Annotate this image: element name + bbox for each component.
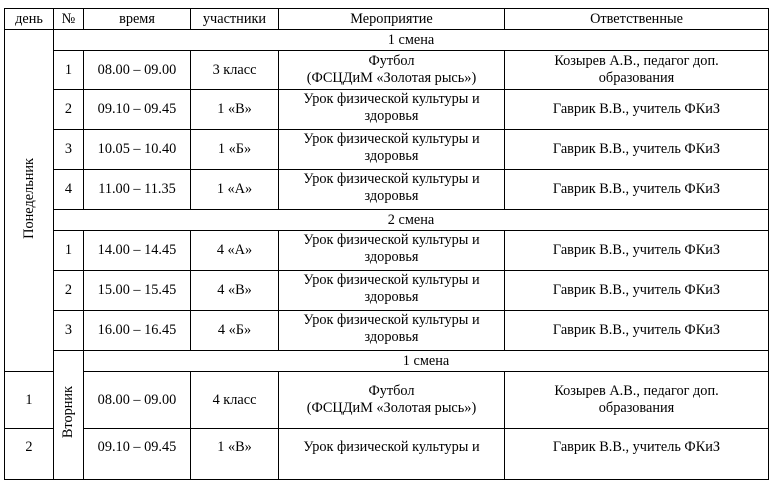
- row-time: 10.05 – 10.40: [84, 130, 191, 170]
- shift-row: [5, 210, 769, 231]
- header-event: Мероприятие: [279, 9, 505, 30]
- responsible-line-2: образования: [598, 70, 675, 86]
- row-event: [279, 231, 505, 271]
- row-participants: 4 «Б»: [191, 311, 279, 351]
- event-line-1: Футбол: [368, 383, 415, 399]
- shift-label: 2 смена: [54, 210, 769, 231]
- row-number: 2: [54, 271, 84, 311]
- row-responsible: Гаврик В.В., учитель ФКиЗ: [505, 231, 769, 271]
- row-responsible: Гаврик В.В., учитель ФКиЗ: [505, 429, 769, 480]
- event-line-2: здоровья: [364, 188, 419, 204]
- event-line-1: Урок физической культуры и: [303, 131, 480, 147]
- row-responsible: Гаврик В.В., учитель ФКиЗ: [505, 170, 769, 210]
- row-event: [279, 130, 505, 170]
- row-participants: 1 «В»: [191, 429, 279, 480]
- row-participants: 4 класс: [191, 372, 279, 429]
- row-number: 2: [5, 429, 54, 480]
- row-responsible: Гаврик В.В., учитель ФКиЗ: [505, 311, 769, 351]
- event-line-2: здоровья: [364, 289, 419, 305]
- responsible-line-1: Козырев А.В., педагог доп.: [554, 383, 719, 399]
- day-cell-monday: [5, 30, 54, 372]
- row-event: Урок физической культуры и: [279, 429, 505, 480]
- header-time: время: [84, 9, 191, 30]
- table-row: [5, 311, 769, 351]
- table-row: [5, 51, 769, 90]
- event-line-2: (ФСЦДиМ «Золотая рысь»): [306, 70, 477, 86]
- header-number: №: [54, 9, 84, 30]
- responsible-line-1: Козырев А.В., педагог доп.: [554, 53, 719, 69]
- row-number: 1: [5, 372, 54, 429]
- event-line-2: здоровья: [364, 148, 419, 164]
- row-time: 11.00 – 11.35: [84, 170, 191, 210]
- event-line-1: Урок физической культуры и: [303, 171, 480, 187]
- row-event: [279, 51, 505, 90]
- event-line-1: Урок физической культуры и: [303, 91, 480, 107]
- table-row: [5, 429, 769, 480]
- shift-label: 1 смена: [54, 30, 769, 51]
- shift-row: [5, 351, 769, 372]
- day-cell-tuesday: [54, 351, 84, 480]
- row-participants: 1 «В»: [191, 90, 279, 130]
- event-line-1: Урок физической культуры и: [303, 312, 480, 328]
- table-row: [5, 90, 769, 130]
- shift-label: 1 смена: [84, 351, 769, 372]
- event-line-2: здоровья: [364, 329, 419, 345]
- row-time: 09.10 – 09.45: [84, 90, 191, 130]
- table-row: [5, 170, 769, 210]
- row-number: 4: [54, 170, 84, 210]
- event-line-2: здоровья: [364, 249, 419, 265]
- row-time: 16.00 – 16.45: [84, 311, 191, 351]
- responsible-line-2: образования: [598, 400, 675, 416]
- header-participants: участники: [191, 9, 279, 30]
- row-participants: 4 «В»: [191, 271, 279, 311]
- row-responsible: Гаврик В.В., учитель ФКиЗ: [505, 130, 769, 170]
- table-row: [5, 372, 769, 429]
- row-time: 15.00 – 15.45: [84, 271, 191, 311]
- row-time: 08.00 – 09.00: [84, 51, 191, 90]
- event-line-1: Урок физической культуры и: [303, 272, 480, 288]
- schedule-table: [4, 8, 769, 480]
- row-event: [279, 311, 505, 351]
- row-responsible: [505, 51, 769, 90]
- row-participants: 1 «А»: [191, 170, 279, 210]
- row-event: [279, 271, 505, 311]
- table-row: [5, 271, 769, 311]
- row-number: 3: [54, 130, 84, 170]
- row-number: 1: [54, 231, 84, 271]
- row-participants: 3 класс: [191, 51, 279, 90]
- row-time: 08.00 – 09.00: [84, 372, 191, 429]
- row-event: [279, 90, 505, 130]
- row-event: [279, 372, 505, 429]
- header-responsible: Ответственные: [505, 9, 769, 30]
- row-participants: 4 «А»: [191, 231, 279, 271]
- row-number: 3: [54, 311, 84, 351]
- header-row: [5, 9, 769, 30]
- event-line-2: здоровья: [364, 108, 419, 124]
- table-row: [5, 231, 769, 271]
- row-time: 14.00 – 14.45: [84, 231, 191, 271]
- row-time: 09.10 – 09.45: [84, 429, 191, 480]
- day-label-monday: Понедельник: [20, 157, 37, 239]
- event-line-1: Футбол: [368, 53, 415, 69]
- row-responsible: Гаврик В.В., учитель ФКиЗ: [505, 90, 769, 130]
- event-line-2: (ФСЦДиМ «Золотая рысь»): [306, 400, 477, 416]
- row-responsible: [505, 372, 769, 429]
- shift-row: [5, 30, 769, 51]
- row-event: [279, 170, 505, 210]
- row-responsible: Гаврик В.В., учитель ФКиЗ: [505, 271, 769, 311]
- event-line-1: Урок физической культуры и: [303, 232, 480, 248]
- row-number: 2: [54, 90, 84, 130]
- header-day: день: [5, 9, 54, 30]
- day-label-tuesday: Вторник: [60, 386, 76, 439]
- row-participants: 1 «Б»: [191, 130, 279, 170]
- row-number: 1: [54, 51, 84, 90]
- table-row: [5, 130, 769, 170]
